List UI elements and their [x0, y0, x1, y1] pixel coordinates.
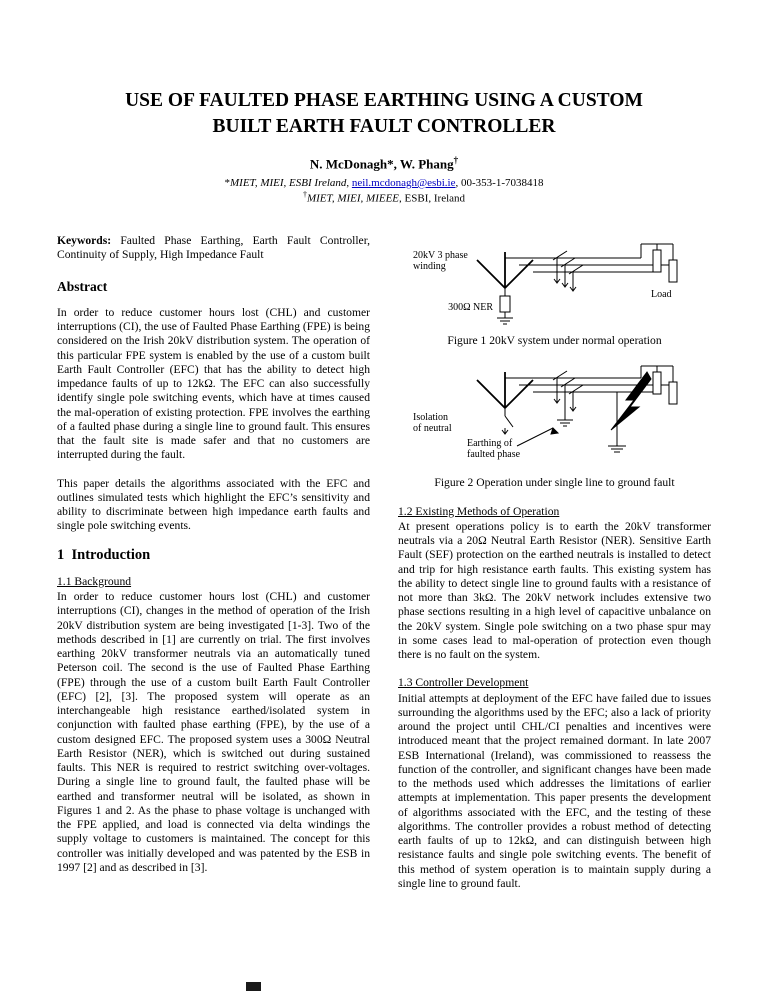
section-1-2-heading: 1.2 Existing Methods of Operation: [398, 504, 560, 518]
svg-text:of neutral: of neutral: [412, 423, 452, 435]
figure-1-caption: Figure 1 20kV system under normal operation: [447, 334, 662, 348]
paper-title-line1: USE OF FAULTED PHASE EARTHING USING A CUSTOM: [125, 90, 643, 111]
neutral-isolation-switch: [502, 408, 513, 434]
figure-1: [398, 236, 711, 348]
svg-text:faulted phase: faulted phase: [466, 449, 520, 461]
section-1-1-heading: 1.1 Background: [57, 574, 132, 588]
email-link[interactable]: neil.mcdonagh@esbi.ie: [351, 176, 456, 189]
abstract-paragraph-1: In order to reduce customer hours lost (CHL) and customer interruptions (CI), the use of Faulted Phase Earthing (FPE) is being considered on the Irish 20kV distribution system. The operation of this particular FPE system is enabled by the use of a custom built Earth Fault Controller (EFC) that has the ability to detect high impedance faults of up to 12kΩ. The EFC can also successfully identify single pole switching events, which have at times caused the mal-operation of existing protection. FPE involves the earthing of a faulted phase during a single line to ground fault. This ensures that the fault site is made safer and that no customers are interrupted during the fault.: [57, 305, 370, 462]
ner-resistor-icon: [500, 296, 510, 312]
figure-2: [398, 362, 711, 490]
affil1-star: *: [224, 176, 230, 189]
phase-buses: [505, 244, 673, 272]
two-column-body: [57, 234, 711, 905]
affil2-country: , ESBI, Ireland: [399, 192, 466, 205]
figure-1-diagram: [405, 236, 705, 332]
fig1-ner-label: 300Ω NER: [447, 302, 493, 314]
fig1-winding-label: 20kV 3 phase: [412, 250, 468, 262]
wye-winding-icon: [477, 252, 533, 288]
affil2-dagger: †: [302, 190, 307, 200]
paper-title-line2: BUILT EARTH FAULT CONTROLLER: [212, 115, 556, 137]
section-1-3-heading: 1.3 Controller Development: [398, 676, 529, 690]
svg-text:winding: winding: [412, 261, 446, 273]
section-1-heading: 1 Introduction: [57, 546, 151, 563]
keywords-paragraph: [57, 234, 370, 263]
fault-branch: [608, 372, 651, 452]
right-column: [398, 234, 711, 905]
abstract-paragraph-2: This paper details the algorithms associated with the EFC and outlines simulated tests which highlight the EFC’s sensitivity and ability to discriminate between high impedance earth faults and single pole switching events.: [57, 476, 370, 533]
ground-symbol-icon: [497, 318, 513, 324]
affiliation-line-1: *MIET, MIEI, ESBI Ireland, neil.mcdonagh@esbi.ie, 00-353-1-7038418: [224, 176, 544, 189]
keywords-label: Keywords:: [57, 234, 112, 248]
fig2-earthing-label: Earthing of: [466, 438, 512, 450]
affil2-org: MIET, MIEI, MIEEE: [306, 192, 400, 205]
affiliation-line-2: [57, 190, 711, 206]
abstract-heading: Abstract: [57, 278, 108, 294]
phase-switch-icons: [553, 251, 583, 291]
faulted-phase-earth-switch: [517, 385, 573, 446]
authors-names: N. McDonagh*, W. Phang: [309, 156, 454, 172]
left-column: [57, 234, 370, 905]
fig1-load-label: Load: [650, 289, 672, 301]
authors-dagger: †: [453, 155, 459, 166]
phase-switch-icons: [553, 371, 583, 411]
affil1-phone: , 00-353-1-7038418: [455, 176, 544, 189]
fig2-isolation-label: Isolation: [412, 412, 448, 424]
section-1-2-paragraph: At present operations policy is to earth the 20kV transformer neutrals via a 20Ω Neutral Earth Resistor (NER). Sensitive Earth Fault (SEF) protection on the earthed neutrals is installed to detect and trip for high resistance earth faults. This existing system has the ability to detect single line to ground faults with a resistance of not more than 3kΩ. The 20kV network includes extensive two phase sections resulting in a high level of capacitive unbalance on the 20kV system. Single pole switching on a two phase spur may in some cases lead to mal-operation of protection even though there is no fault on the system.: [398, 519, 711, 662]
paper-title: [57, 88, 711, 139]
section-1-1-paragraph: In order to reduce customer hours lost (CHL) and customer interruptions (CI), changes in the method of operation of the Irish 20kV distribution system are being investigated [1-3]. Two of the methods described in [1] are currently on trial. The first involves earthing 20kV transformer neutrals via an automatically tuned Peterson coil. The second is the use of Faulted Phase Earthing (FPE) through the use of a custom built Earth Fault Controller (EFC) [2], [3]. The proposed system will operate as an interchangeable high resistance earthed/isolated system in conjunction with faulted phase earthing (FPE), by the use of a custom designed EFC. The proposed system uses a 300Ω Neutral Earth Resistor (NER), which is switched out during sustained faults. This NER is required to restrict switching over-voltages. During a single line to ground fault, the faulted phase will be earthed and transformer neutral will be isolated, as shown in Figures 1 and 2. As the phase to phase voltage is unchanged with the FPE applied, and load is connected via delta windings the supply voltage to customers is maintained. The concept for this controller was initially developed and was patented by the ESB in 1997 [2] and as described in [3].: [57, 590, 370, 874]
authors-line: [57, 155, 711, 172]
figure-2-caption: Figure 2 Operation under single line to ground fault: [434, 476, 675, 490]
wye-winding-icon: [477, 372, 533, 408]
keywords-text: Faulted Phase Earthing, Earth Fault Controller, Continuity of Supply, High Impedance Fault: [57, 234, 370, 262]
section-1-3-paragraph: Initial attempts at deployment of the EFC have failed due to issues surrounding the algorithms used by the EFC; also a lack of priority around the project until CHL/CI penalties and incentives were introduced meant that the project remained dormant. In late 2007 ESB International (Ireland), was commissioned to reassess the function of the controller, and significant changes have been made to the methods used which addresses the limitations of earlier attempts at implementation. This paper presents the development of algorithms associated with the EFC, and the testing of these algorithms. The controller provides a robust method of detecting earth faults of up to 12kΩ, and can distinguish between high resistance faults and single pole switching events. The benefit of this method of system operation is to maintain supply during a single line to ground fault.: [398, 691, 711, 890]
footer-mark: [246, 982, 261, 991]
affil1-org: MIET, MIEI, ESBI Ireland: [230, 176, 347, 189]
fault-ground-symbol-icon: [608, 446, 626, 452]
figure-2-diagram: [405, 362, 705, 474]
